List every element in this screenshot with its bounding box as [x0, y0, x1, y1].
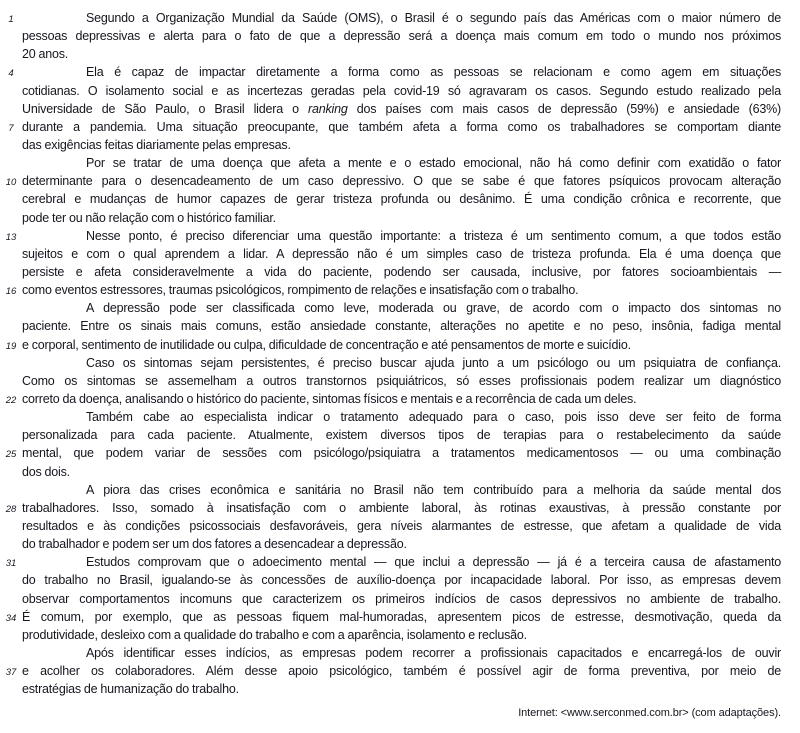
line-number: 31 — [5, 558, 17, 570]
text-line-content: persiste e afeta consideravelmente a vida do paciente, podendo ser causada, inclusive, por fatores socioambientais — — [22, 264, 781, 279]
text-line-content: pessoas depressivas e alerta para o fato de que a depressão será a doença mais comum em todo o mundo nos próximos — [22, 29, 781, 44]
text-line — [0, 354, 781, 372]
text-line — [0, 27, 781, 45]
text-line-content: Como os sintomas se assemelham a outros transtornos psiquiátricos, só esses profissionais podem realizar um diagnóstico — [22, 373, 781, 388]
text-line-content: e corporal, sentimento de inutilidade ou culpa, dificuldade de concentração e até pensamentos de morte e suicídio. — [22, 337, 631, 352]
text-line — [0, 281, 781, 299]
text-line — [0, 63, 781, 81]
text-line — [0, 372, 781, 390]
text-line-content: mental, que podem variar de sessões com psicólogo/psiquiatra a tratamentos medicamentosos — ou uma combinação — [22, 446, 781, 461]
text-line-content: 20 anos. — [22, 47, 69, 62]
text-line — [0, 9, 781, 27]
text-line — [0, 136, 781, 154]
text-line — [0, 317, 781, 335]
text-line — [0, 227, 781, 245]
text-line-content: Ela é capaz de impactar diretamente a forma como as pessoas se relacionam e como agem em situações — [86, 65, 781, 80]
text-line-content: como eventos estressores, traumas psicológicos, rompimento de relações e insatisfação com o trabalho. — [22, 283, 579, 298]
text-lines — [0, 9, 781, 698]
line-number: 34 — [5, 612, 17, 624]
text-line — [0, 553, 781, 571]
text-line-content: A piora das crises econômica e sanitária no Brasil não tem contribuído para a melhoria da saúde mental dos — [86, 482, 781, 497]
text-line-content: personalizada para cada paciente. Atualmente, existem diversos tipos de terapias para o restabelecimento da saúde — [22, 428, 781, 443]
text-line — [0, 644, 781, 662]
text-line-content: A depressão pode ser classificada como leve, moderada ou grave, de acordo com o impacto dos sintomas no — [86, 301, 781, 316]
text-line-content: cerebral e mudanças de humor capazes de gerar tristeza profunda ou desânimo. É uma condição crônica e recorrente, que — [22, 192, 781, 207]
text-line-content: resultados e às condições psicossociais desfavoráveis, gera níveis alarmantes de estresse, que afetam a qualidade de vida — [22, 518, 781, 533]
source-citation: Internet: <www.serconmed.com.br> (com adaptações). — [518, 707, 781, 720]
text-line — [0, 190, 781, 208]
text-line-content: cotidianas. O isolamento social e as incertezas geradas pela covid-19 só agravaram os casos. Segundo estudo realizado pela — [22, 83, 781, 98]
text-line — [0, 390, 781, 408]
text-line-content: determinante para o desencadeamento de um caso depressivo. O que se sabe é que fatores psíquicos provocam alteração — [22, 174, 781, 189]
text-line-content: É comum, por exemplo, que as pessoas fiquem mal-humoradas, apresentem picos de estresse, desmotivação, queda da — [22, 609, 781, 624]
text-line-content: correto da doença, analisando o histórico do paciente, sintomas físicos e mentais e a recorrência de cada um deles. — [22, 391, 637, 406]
text-line — [0, 245, 781, 263]
text-line — [0, 444, 781, 462]
text-line — [0, 680, 781, 698]
text-line-content: produtividade, desleixo com a qualidade do trabalho e com a aparência, isolamento e reclusão. — [22, 627, 527, 642]
text-line-content: do trabalho no Brasil, igualando-se às concessões de auxílio-doença por incapacidade laboral. Por isso, as empresas devem — [22, 573, 781, 588]
text-line — [0, 426, 781, 444]
text-line-content: durante a pandemia. Uma situação preocupante, que também afeta a forma como os trabalhadores se comportam diante — [22, 119, 781, 134]
text-line — [0, 172, 781, 190]
text-line — [0, 590, 781, 608]
text-line — [0, 481, 781, 499]
text-line-content: sujeitos e com o qual aprendem a lidar. A depressão não é um simples caso de tristeza profunda. Ela é uma doença que — [22, 246, 781, 261]
line-number: 7 — [8, 122, 14, 134]
text-line-content: pode ter ou não relação com o histórico familiar. — [22, 210, 276, 225]
line-number: 10 — [5, 177, 17, 189]
text-line-content: Após identificar esses indícios, as empresas podem recorrer a profissionais capacitados e encarregá-los de ouvir — [86, 645, 781, 660]
text-line — [0, 154, 781, 172]
text-line-content: do trabalhador e podem ser um dos fatores a desencadear a depressão. — [22, 537, 407, 552]
text-line-content: observar comportamentos incomuns que caracterizem os primeiros indícios de casos depressivos no ambiente de trabalho. — [22, 591, 781, 606]
text-line — [0, 517, 781, 535]
text-line — [0, 82, 781, 100]
line-number: 37 — [5, 667, 17, 679]
line-number: 4 — [8, 68, 14, 80]
text-line-content: estratégias de humanização do trabalho. — [22, 682, 239, 697]
line-number: 25 — [5, 449, 17, 461]
text-line — [0, 408, 781, 426]
text-line-content: e acolher os colaboradores. Além desse apoio psicológico, também é possível agir de forma preventiva, por meio de — [22, 664, 781, 679]
text-line — [0, 100, 781, 118]
text-line-content: Estudos comprovam que o adoecimento mental — que inclui a depressão — já é a terceira causa de afastamento — [86, 555, 781, 570]
text-line — [0, 571, 781, 589]
text-line-content: Nesse ponto, é preciso diferenciar uma questão importante: a tristeza é um sentimento comum, a que todos estão — [86, 228, 781, 243]
text-line-content: Por se tratar de uma doença que afeta a mente e o estado emocional, não há como definir com exatidão o fator — [86, 156, 781, 171]
text-line — [0, 662, 781, 680]
text-line — [0, 608, 781, 626]
line-number: 13 — [5, 231, 17, 243]
text-line — [0, 209, 781, 227]
text-line — [0, 118, 781, 136]
line-number: 16 — [5, 286, 17, 298]
italic-term: ranking — [308, 101, 348, 116]
text-line-content: Segundo a Organização Mundial da Saúde (OMS), o Brasil é o segundo país das Américas com o maior número de — [86, 11, 781, 25]
text-line-content: das exigências feitas diariamente pelas empresas. — [22, 137, 291, 152]
text-line-content: dos dois. — [22, 464, 70, 479]
text-line — [0, 535, 781, 553]
text-line-content: Caso os sintomas sejam persistentes, é preciso buscar ajuda junto a um psicólogo ou um psiquiatra de confiança. — [86, 355, 781, 370]
text-line — [0, 626, 781, 644]
text-line — [0, 263, 781, 281]
line-number: 22 — [5, 394, 17, 406]
text-line — [0, 299, 781, 317]
text-line — [0, 45, 781, 63]
line-number: 1 — [8, 14, 14, 25]
text-line — [0, 336, 781, 354]
line-number: 19 — [5, 340, 17, 352]
text-line-content: trabalhadores. Isso, somado à insatisfação com o ambiente laboral, às rotinas exaustivas, à pressão constante por — [22, 500, 781, 515]
text-line — [0, 463, 781, 481]
text-line-content: Também cabe ao especialista indicar o tratamento adequado para o caso, pois isso deve ser feito de forma — [86, 410, 781, 425]
text-line-content: Universidade de São Paulo, o Brasil lidera o ranking dos países com mais casos de depressão (59%) e ansiedade (63%) — [22, 101, 781, 116]
text-line — [0, 499, 781, 517]
line-number: 28 — [5, 503, 17, 515]
text-line-content: paciente. Entre os sinais mais comuns, estão ansiedade constante, alterações no apetite e no peso, insônia, fadiga mental — [22, 319, 781, 334]
